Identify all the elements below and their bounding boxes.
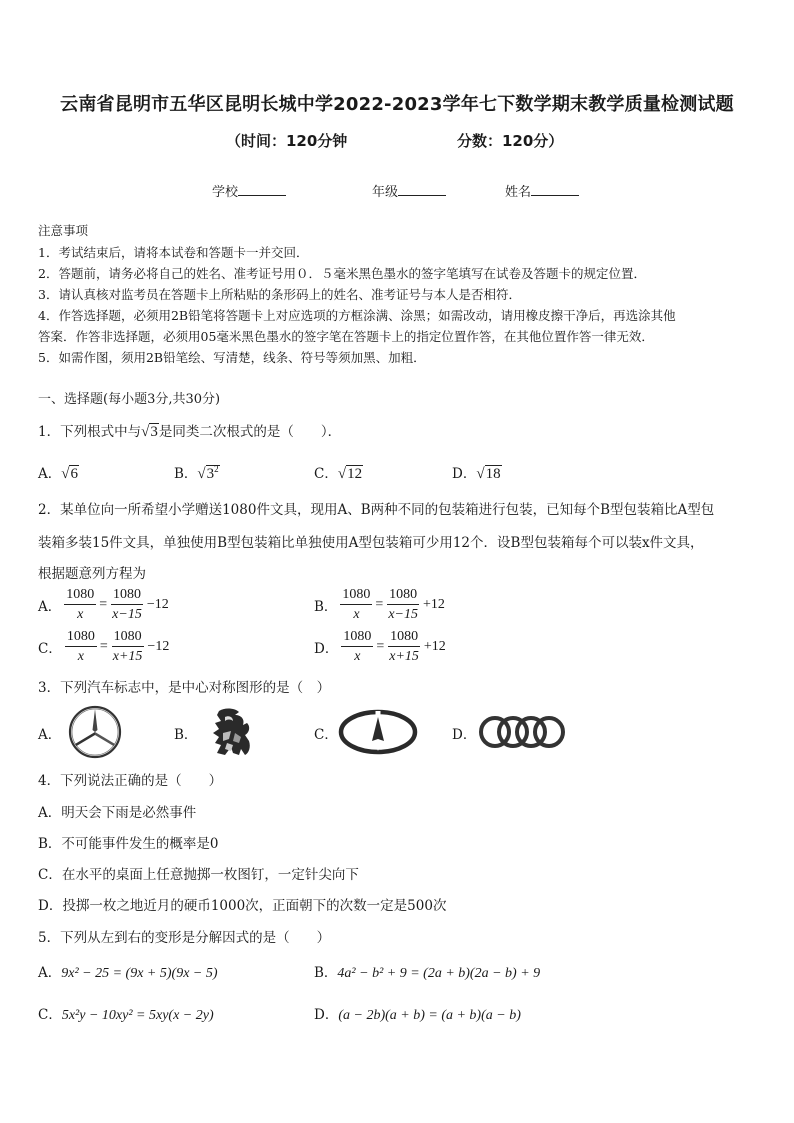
- q3-stem: 3．下列汽车标志中，是中心对称图形的是（ ）: [38, 680, 331, 696]
- exam-title: 云南省昆明市五华区昆明长城中学2022-2023学年七下数学期末教学质量检测试题: [60, 94, 734, 115]
- grade-field: [372, 181, 446, 200]
- q1-stem-text: 1．下列根式中与: [38, 424, 142, 440]
- peugeot-lion-logo-icon: [205, 703, 261, 759]
- section-heading: 一、选择题(每小题3分,共30分): [38, 392, 221, 407]
- q4-option-d: D．投掷一枚之地近月的硬币1000次，正面朝下的次数一定是500次: [38, 898, 447, 914]
- note-item: 答案．作答非选择题，必须用05毫米黑色墨水的签字笔在答题卡上的指定位置作答，在其他位置作答一律无效．: [38, 329, 654, 344]
- q2-option-b: B． $\frac{1080}{x}$ = $\frac{1080}{x-15}$ +12: [314, 587, 445, 622]
- note-item: 2．答题前，请务必将自己的姓名、准考证号用０．５毫米黑色墨水的签字笔填写在试卷及答题卡的规定位置．: [38, 266, 646, 281]
- q5-option-c: C．5x²y − 10xy² = 5xy(x − 2y): [38, 1007, 214, 1023]
- q3-option-c-label: C．: [314, 727, 338, 743]
- name-blank: [531, 184, 579, 196]
- q3-option-b-label: B．: [174, 727, 198, 743]
- mercedes-logo-icon: [66, 705, 124, 759]
- q5-option-d: D．(a − 2b)(a + b) = (a + b)(a − b): [314, 1007, 521, 1023]
- q4-stem: 4．下列说法正确的是（ ）: [38, 773, 223, 789]
- school-label: 学校: [212, 185, 239, 200]
- q2-option-a: A． $\frac{1080}{x}$ = $\frac{1080}{x-15}$ −12: [38, 587, 169, 622]
- q3-option-d-label: D．: [452, 727, 477, 743]
- q5-option-a: A．9x² − 25 = (9x + 5)(9x − 5): [38, 965, 218, 981]
- q2-stem-line: 根据题意列方程为: [38, 566, 146, 582]
- question-1-stem: [38, 420, 341, 441]
- name-field: [505, 181, 579, 200]
- q1-option-b: B．$√3^2$: [174, 464, 219, 482]
- q5-option-b: B．4a² − b² + 9 = (2a + b)(2a − b) + 9: [314, 965, 541, 981]
- q3-option-a-label: A．: [38, 727, 62, 743]
- note-item: 1．考试结束后，请将本试卷和答题卡一并交回．: [38, 245, 309, 260]
- q2-option-c: C． $\frac{1080}{x}$ = $\frac{1080}{x+15}$ −12: [38, 629, 170, 664]
- audi-rings-logo-icon: [478, 713, 566, 751]
- exam-time: （时间：120分钟: [226, 132, 348, 150]
- q1-option-a: A．√6: [38, 466, 78, 482]
- q2-option-d: D． $\frac{1080}{x}$ = $\frac{1080}{x+15}$ +12: [314, 629, 446, 664]
- grade-label: 年级: [372, 185, 399, 200]
- q1-option-c: C．√12: [314, 466, 363, 482]
- q2-stem-line: 2．某单位向一所希望小学赠送1080件文具，现用A、B两种不同的包装箱进行包装，已知每个B型包装箱比A型包: [38, 502, 715, 518]
- name-label: 姓名: [505, 185, 532, 200]
- note-item: 3．请认真核对监考员在答题卡上所粘贴的条形码上的姓名、准考证号与本人是否相符．: [38, 287, 521, 302]
- q4-option-c: C．在水平的桌面上任意抛掷一枚图钉，一定针尖向下: [38, 867, 359, 883]
- grade-blank: [398, 184, 446, 196]
- notes-heading: 注意事项: [38, 223, 89, 238]
- note-item: 4．作答选择题，必须用2B铅笔将答题卡上对应选项的方框涂满、涂黑；如需改动，请用橡皮擦干净后，再选涂其他: [38, 308, 676, 323]
- school-field: [212, 181, 286, 200]
- school-blank: [238, 184, 286, 196]
- exam-score: 分数：120分）: [457, 132, 564, 150]
- q5-stem: 5．下列从左到右的变形是分解因式的是（ ）: [38, 930, 331, 946]
- q1-stem-text-end: 是同类二次根式的是（ ）．: [158, 424, 342, 440]
- sqrt-3: √3: [141, 424, 158, 440]
- q2-stem-line: 装箱多装15件文具，单独使用B型包装箱比单独使用A型包装箱可少用12个．设B型包装箱每个可以装x件文具，: [38, 535, 704, 551]
- note-item: 5．如需作图，须用2B铅笔绘、写清楚，线条、符号等须加黑、加粗．: [38, 350, 426, 365]
- q1-option-d: D．√18: [452, 466, 501, 482]
- infiniti-logo-icon: [338, 709, 418, 755]
- q4-option-b: B．不可能事件发生的概率是0: [38, 836, 219, 852]
- q4-option-a: A．明天会下雨是必然事件: [38, 805, 197, 821]
